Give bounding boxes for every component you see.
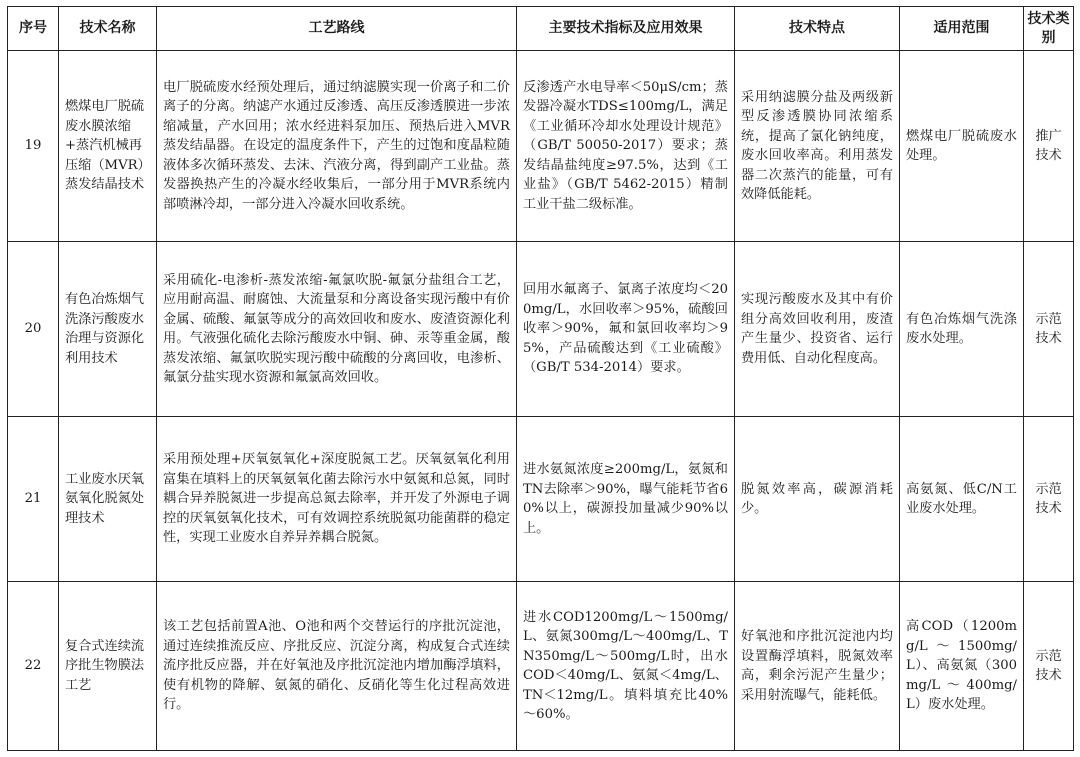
table-row <box>8 417 1074 582</box>
cell-name: 有色冶炼烟气洗涤污酸废水治理与资源化利用技术 <box>59 242 157 417</box>
cell-indicators: 回用水氟离子、氯离子浓度均＜200mg/L，水回收率＞95%，硫酸回收率＞90%，氟和氯回收率均＞95%，产品硫酸达到《工业硫酸》（GB/T 534-2014）要求。 <box>517 242 735 417</box>
cell-route: 采用硫化-电渗析-蒸发浓缩-氟氯吹脱-氟氯分盐组合工艺，应用耐高温、耐腐蚀、大流量泵和分离设备实现污酸中有价金属、硫酸、氟氯等成分的高效回收和废水、废渣资源化利用。气液强化硫化去除污酸废水中铜、砷、汞等重金属，酸蒸发浓缩、氟氯吹脱实现污酸中硫酸的分离回收，电渗析、氟氯分盐实现水资源和氟氯高效回收。 <box>157 242 517 417</box>
cell-indicators: 反渗透产水电导率＜50μS/cm；蒸发器冷凝水TDS≤100mg/L，满足《工业循环冷却水处理设计规范》（GB/T 50050-2017）要求；蒸发结晶盐纯度≥97.5%，达到《工业盐》（GB/T 5462-2015）精制工业干盐二级标准。 <box>517 51 735 242</box>
cell-indicators: 进水氨氮浓度≥200mg/L，氨氮和TN去除率＞90%，曝气能耗节省60%以上，碳源投加量减少90%以上。 <box>517 417 735 582</box>
cell-no: 19 <box>8 51 59 242</box>
cell-no: 22 <box>8 582 59 751</box>
table-row <box>8 582 1074 751</box>
cell-category: 示范技术 <box>1024 582 1074 751</box>
header-category: 技术类别 <box>1024 7 1074 51</box>
header-no: 序号 <box>8 7 59 51</box>
header-indicators: 主要技术指标及应用效果 <box>517 7 735 51</box>
cell-features: 好氧池和序批沉淀池内均设置酶浮填料，脱氮效率高，剩余污泥产生量少；采用射流曝气，能耗低。 <box>735 582 900 751</box>
cell-scope: 有色冶炼烟气洗涤废水处理。 <box>900 242 1024 417</box>
cell-no: 20 <box>8 242 59 417</box>
cell-no: 21 <box>8 417 59 582</box>
header-row <box>8 7 1074 51</box>
header-name: 技术名称 <box>59 7 157 51</box>
cell-features: 采用纳滤膜分盐及两级新型反渗透膜协同浓缩系统，提高了氯化钠纯度，废水回收率高。利用蒸发器二次蒸汽的能量，可有效降低能耗。 <box>735 51 900 242</box>
cell-scope: 燃煤电厂脱硫废水处理。 <box>900 51 1024 242</box>
cell-scope: 高氨氮、低C/N工业废水处理。 <box>900 417 1024 582</box>
cell-name: 工业废水厌氧氨氧化脱氮处理技术 <box>59 417 157 582</box>
cell-category: 示范技术 <box>1024 417 1074 582</box>
header-features: 技术特点 <box>735 7 900 51</box>
cell-indicators: 进水COD1200mg/L～1500mg/L、氨氮300mg/L～400mg/L、TN350mg/L～500mg/L时，出水COD＜40mg/L、氨氮＜4mg/L、TN＜12mg/L。填料填充比40%～60%。 <box>517 582 735 751</box>
header-route: 工艺路线 <box>157 7 517 51</box>
cell-category: 示范技术 <box>1024 242 1074 417</box>
header-scope: 适用范围 <box>900 7 1024 51</box>
cell-name: 复合式连续流序批生物膜法工艺 <box>59 582 157 751</box>
cell-route: 该工艺包括前置A池、O池和两个交替运行的序批沉淀池，通过连续推流反应、序批反应、沉淀分离，构成复合式连续流序批反应器，并在好氧池及序批沉淀池内增加酶浮填料，使有机物的降解、氨氮的硝化、反硝化等生化过程高效进行。 <box>157 582 517 751</box>
cell-scope: 高COD（1200mg/L～1500mg/L）、高氨氮（300mg/L～400mg/L）废水处理。 <box>900 582 1024 751</box>
table-row <box>8 51 1074 242</box>
table-container <box>7 6 1073 750</box>
cell-features: 脱氮效率高，碳源消耗少。 <box>735 417 900 582</box>
technology-table <box>7 6 1074 751</box>
cell-category: 推广技术 <box>1024 51 1074 242</box>
cell-features: 实现污酸废水及其中有价组分高效回收利用，废渣产生量少、投资省、运行费用低、自动化程度高。 <box>735 242 900 417</box>
cell-route: 电厂脱硫废水经预处理后，通过纳滤膜实现一价离子和二价离子的分离。纳滤产水通过反渗透、高压反渗透膜进一步浓缩减量，产水回用；浓水经进料泵加压、预热后进入MVR蒸发结晶器。在设定的温度条件下，产生的过饱和度晶粒随液体多次循环蒸发、去沫、汽液分离，得到副产工业盐。蒸发器换热产生的冷凝水经收集后，一部分用于MVR系统内部喷淋冷却，一部分进入冷凝水回收系统。 <box>157 51 517 242</box>
cell-name: 燃煤电厂脱硫废水膜浓缩+蒸汽机械再压缩（MVR）蒸发结晶技术 <box>59 51 157 242</box>
cell-route: 采用预处理+厌氧氨氧化+深度脱氮工艺。厌氧氨氧化利用富集在填料上的厌氧氨氧化菌去除污水中氨氮和总氮，同时耦合异养脱氮进一步提高总氮去除率，并开发了外源电子调控的厌氧氨氧化技术，可有效调控系统脱氮功能菌群的稳定性，实现工业废水自养异养耦合脱氮。 <box>157 417 517 582</box>
table-row <box>8 242 1074 417</box>
